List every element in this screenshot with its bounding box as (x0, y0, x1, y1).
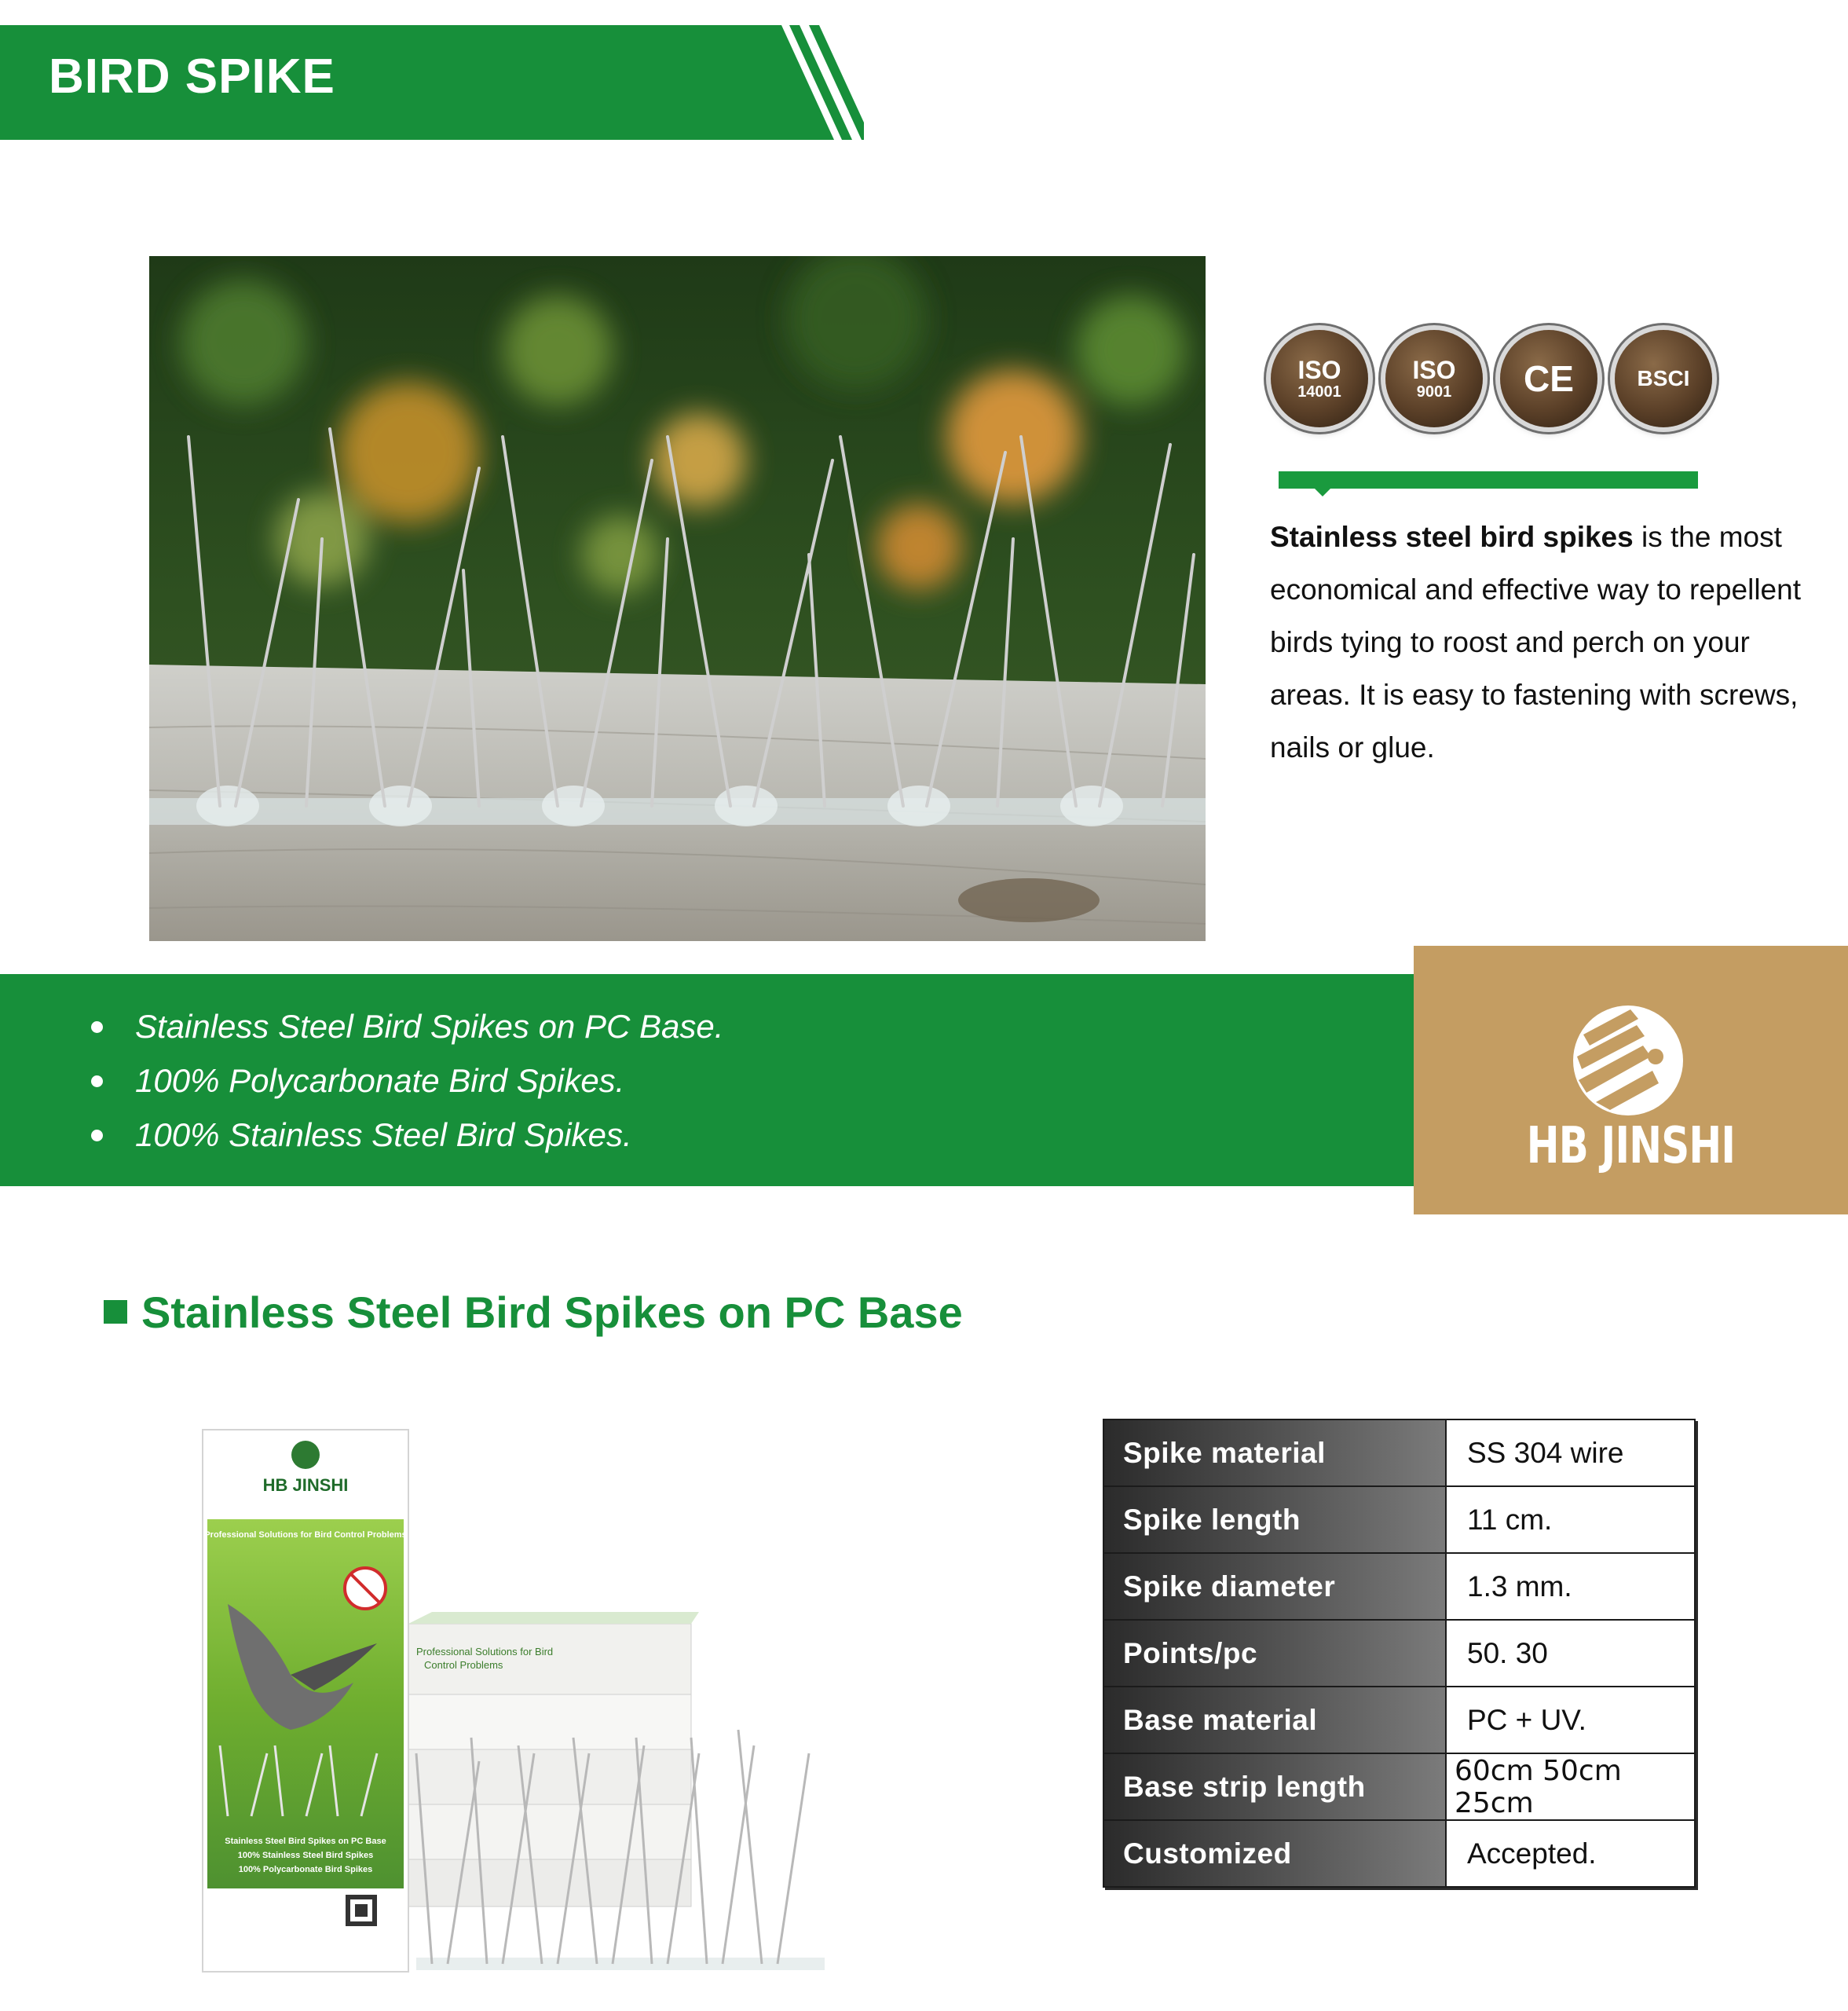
spec-key: Points/pc (1103, 1620, 1446, 1687)
feature-item: Stainless Steel Bird Spikes on PC Base. (88, 999, 723, 1053)
spec-value: 11 cm. (1446, 1486, 1695, 1553)
green-divider (1279, 471, 1698, 489)
spec-key: Spike length (1103, 1486, 1446, 1553)
iso-14001-badge: ISO 14001 (1271, 330, 1368, 427)
feature-item: 100% Stainless Steel Bird Spikes. (88, 1108, 723, 1162)
spec-value: 60cm 50cm 25cm (1446, 1753, 1695, 1820)
spec-key: Spike diameter (1103, 1553, 1446, 1620)
box-line-2: 100% Stainless Steel Bird Spikes (237, 1851, 374, 1860)
section-title: Stainless Steel Bird Spikes on PC Base (141, 1288, 963, 1337)
ce-badge: CE (1500, 330, 1597, 427)
lion-logo-icon (1569, 1002, 1687, 1119)
iso-9001-badge: ISO 9001 (1385, 330, 1483, 427)
page-title: BIRD SPIKE (49, 49, 335, 104)
spec-key: Base strip length (1103, 1753, 1446, 1820)
spec-key: Customized (1103, 1820, 1446, 1887)
box-brand: HB JINSHI (262, 1475, 349, 1495)
description-bold: Stainless steel bird spikes (1270, 521, 1634, 553)
feature-list (88, 999, 723, 1162)
spec-table (1103, 1419, 1696, 1888)
spec-value: SS 304 wire (1446, 1419, 1695, 1486)
table-row (1103, 1753, 1695, 1820)
spec-value: Accepted. (1446, 1820, 1695, 1887)
product-packaging-photo (196, 1423, 848, 1989)
table-row (1103, 1553, 1695, 1620)
spec-key: Base material (1103, 1687, 1446, 1753)
brand-name: HB JINSHI (1526, 1117, 1736, 1175)
side-box-tagline-2: Control Problems (424, 1659, 503, 1671)
box-line-3: 100% Polycarbonate Bird Spikes (238, 1865, 373, 1874)
spec-value: PC + UV. (1446, 1687, 1695, 1753)
divider-pointer (1313, 487, 1332, 496)
table-row (1103, 1687, 1695, 1753)
product-description (1270, 511, 1835, 774)
section-bullet-icon (104, 1300, 127, 1324)
bsci-badge: BSCI (1615, 330, 1712, 427)
spec-value: 50. 30 (1446, 1620, 1695, 1687)
hero-photo-bird-spikes (149, 256, 1206, 941)
description-text: is the most economical and effective way to repellent birds tying to roost and perch on your areas. It is easy to fastening with screws, nails or glue. (1270, 521, 1801, 764)
spec-key: Spike material (1103, 1419, 1446, 1486)
feature-item: 100% Polycarbonate Bird Spikes. (88, 1053, 723, 1108)
table-row (1103, 1820, 1695, 1887)
table-row (1103, 1620, 1695, 1687)
box-line-1: Stainless Steel Bird Spikes on PC Base (225, 1837, 386, 1846)
spec-value: 1.3 mm. (1446, 1553, 1695, 1620)
table-row (1103, 1486, 1695, 1553)
box-tagline: Professional Solutions for Bird Control Problems (204, 1530, 407, 1540)
table-row (1103, 1419, 1695, 1486)
side-box-tagline-1: Professional Solutions for Bird (416, 1646, 554, 1658)
